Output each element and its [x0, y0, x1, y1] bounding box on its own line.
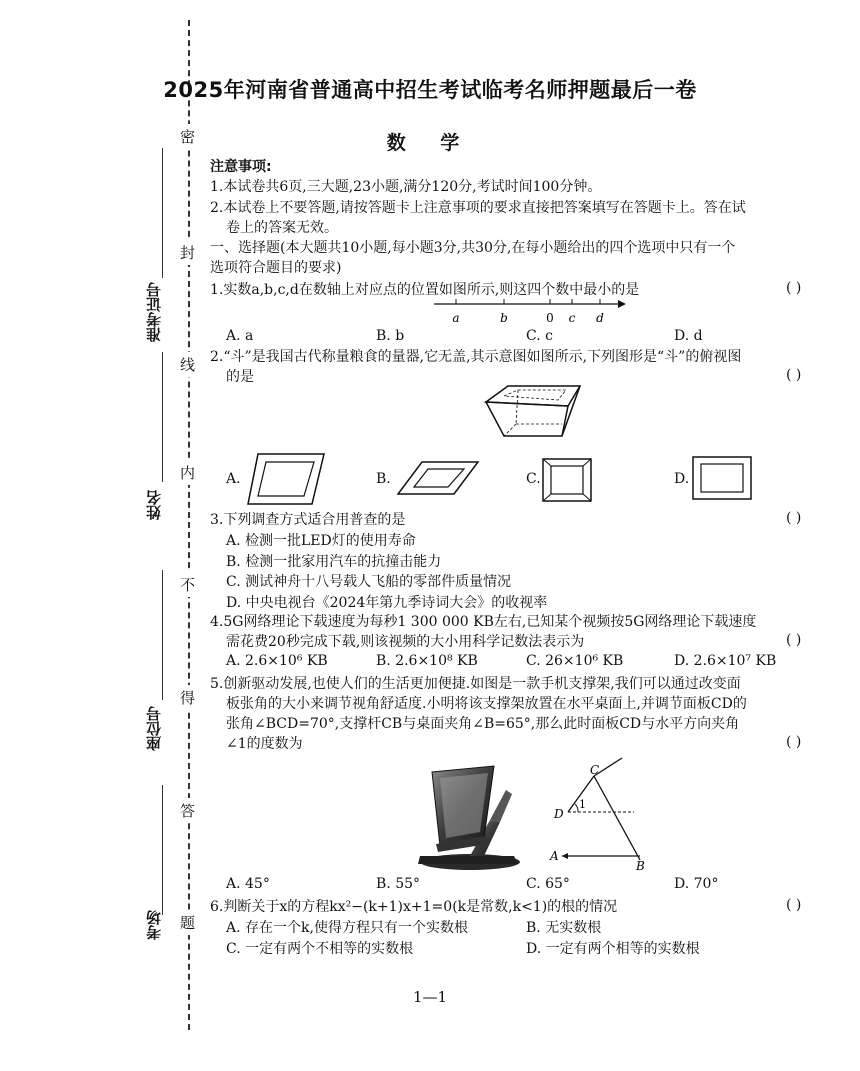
field-label-exam-room: 考场: [145, 910, 163, 940]
axis-label-b: b: [500, 311, 508, 325]
q5-text-line1: 5.创新驱动发展,也使人们的生活更加便捷.如图是一款手机支撑架,我们可以通过改变面: [210, 676, 741, 692]
q2-option-a[interactable]: A.: [226, 471, 241, 487]
q5-answer-paren: ( ): [786, 734, 802, 750]
q2-figure-d: [692, 456, 752, 500]
q5-option-a[interactable]: A. 45°: [226, 876, 270, 892]
field-line-seat: [162, 570, 163, 700]
dou-vessel-figure: [484, 384, 584, 444]
section-heading: 一、选择题(本大题共10小题,每小题3分,共30分,在每小题给出的四个选项中只有一个: [210, 240, 736, 256]
seal-char-3: 线: [180, 352, 195, 377]
q1-option-a[interactable]: A. a: [226, 328, 254, 344]
seal-char-6: 得: [180, 685, 195, 710]
section-heading-cont: 选项符合题目的要求): [210, 260, 342, 276]
q2-option-c[interactable]: C.: [526, 471, 541, 487]
q3-option-a[interactable]: A. 检测一批LED灯的使用寿命: [226, 533, 416, 549]
field-label-admission-number: 准考证号: [145, 282, 163, 342]
notice-heading: 注意事项:: [210, 159, 272, 175]
q2-figure-b: [396, 460, 480, 496]
q5-option-c[interactable]: C. 65°: [526, 876, 570, 892]
q2-answer-paren: ( ): [786, 367, 802, 383]
q1-answer-paren: ( ): [786, 280, 802, 296]
angle-label-1: 1: [579, 798, 586, 811]
q2-text-line1: 2.“斗”是我国古代称量粮食的量器,它无盖,其示意图如图所示,下列图形是“斗”的俯视图: [210, 349, 742, 365]
q4-option-b[interactable]: B. 2.6×10⁸ KB: [376, 653, 478, 669]
q6-option-b[interactable]: B. 无实数根: [526, 920, 602, 936]
q3-option-b[interactable]: B. 检测一批家用汽车的抗撞击能力: [226, 554, 442, 570]
q1-option-d[interactable]: D. d: [674, 328, 703, 344]
q1-option-c[interactable]: C. c: [526, 328, 553, 344]
axis-label-d: d: [596, 311, 604, 325]
exam-title: 2025年河南省普通高中招生考试临考名师押题最后一卷: [163, 78, 697, 102]
q5-option-b[interactable]: B. 55°: [376, 876, 421, 892]
q4-option-c[interactable]: C. 26×10⁶ KB: [526, 653, 624, 669]
axis-label-c: c: [568, 311, 576, 325]
point-label-c: C: [590, 763, 600, 777]
axis-label-a: a: [452, 311, 460, 325]
page-number: 1—1: [412, 988, 448, 1006]
q6-answer-paren: ( ): [786, 897, 802, 913]
q3-text: 3.下列调查方式适合用普查的是: [210, 512, 406, 528]
phone-stand-photo: [410, 760, 520, 872]
field-label-seat-number: 座位号: [145, 706, 163, 751]
q2-option-b[interactable]: B.: [376, 471, 391, 487]
stand-geometry-figure: [548, 760, 688, 872]
notice-item-2-cont: 卷上的答案无效。: [226, 220, 338, 236]
point-label-d: D: [554, 807, 564, 821]
q2-figure-c: [542, 458, 592, 502]
point-label-a: A: [550, 849, 559, 863]
field-line-name: [162, 352, 163, 482]
q3-option-d[interactable]: D. 中央电视台《2024年第九季诗词大会》的收视率: [226, 595, 548, 611]
field-label-name: 姓名: [145, 490, 163, 520]
q4-option-d[interactable]: D. 2.6×10⁷ KB: [674, 653, 777, 669]
q3-answer-paren: ( ): [786, 510, 802, 526]
q2-figure-a: [246, 452, 326, 506]
q5-text-line2: 板张角的大小来调节视角舒适度.小明将该支撑架放置在水平桌面上,并调节面板CD的: [226, 696, 747, 712]
q1-text: 1.实数a,b,c,d在数轴上对应点的位置如图所示,则这四个数中最小的是: [210, 282, 640, 298]
point-label-b: B: [636, 859, 645, 873]
q2-option-d[interactable]: D.: [674, 471, 690, 487]
seal-char-2: 封: [180, 240, 195, 265]
q6-text: 6.判断关于x的方程kx²−(k+1)x+1=0(k是常数,k<1)的根的情况: [210, 899, 618, 915]
field-line-room: [162, 785, 163, 915]
q4-option-a[interactable]: A. 2.6×10⁶ KB: [226, 653, 328, 669]
axis-label-zero: 0: [546, 311, 554, 325]
q4-text-line2: 需花费20秒完成下载,则该视频的大小用科学记数法表示为: [226, 634, 585, 650]
seal-char-1: 密: [180, 124, 195, 149]
q5-text-line3: 张角∠BCD=70°,支撑杆CB与桌面夹角∠B=65°,那么此时面板CD与水平方向夹角: [226, 716, 740, 732]
seal-char-5: 不: [180, 572, 195, 597]
seal-char-7: 答: [180, 798, 195, 823]
q6-option-a[interactable]: A. 存在一个k,使得方程只有一个实数根: [226, 920, 468, 936]
field-line-admission: [162, 148, 163, 278]
notice-item-1: 1.本试卷共6页,三大题,23小题,满分120分,考试时间100分钟。: [210, 179, 602, 195]
notice-item-2: 2.本试卷上不要答题,请按答题卡上注意事项的要求直接把答案填写在答题卡上。答在试: [210, 200, 746, 216]
q4-text-line1: 4.5G网络理论下载速度为每秒1 300 000 KB左右,已知某个视频按5G网络理论下载速度: [210, 614, 757, 630]
seal-char-4: 内: [180, 460, 195, 485]
q5-option-d[interactable]: D. 70°: [674, 876, 719, 892]
q6-option-d[interactable]: D. 一定有两个相等的实数根: [526, 941, 700, 957]
subject-title: 数 学: [386, 132, 474, 154]
q3-option-c[interactable]: C. 测试神舟十八号载人飞船的零部件质量情况: [226, 574, 512, 590]
q4-answer-paren: ( ): [786, 632, 802, 648]
q1-option-b[interactable]: B. b: [376, 328, 405, 344]
q6-option-c[interactable]: C. 一定有两个不相等的实数根: [226, 941, 414, 957]
seal-char-8: 题: [180, 910, 195, 935]
binding-dashed-line: [188, 20, 190, 1030]
q2-text-line2: 的是: [226, 369, 254, 385]
number-line-figure: [430, 294, 630, 328]
q5-text-line4: ∠1的度数为: [226, 736, 303, 752]
